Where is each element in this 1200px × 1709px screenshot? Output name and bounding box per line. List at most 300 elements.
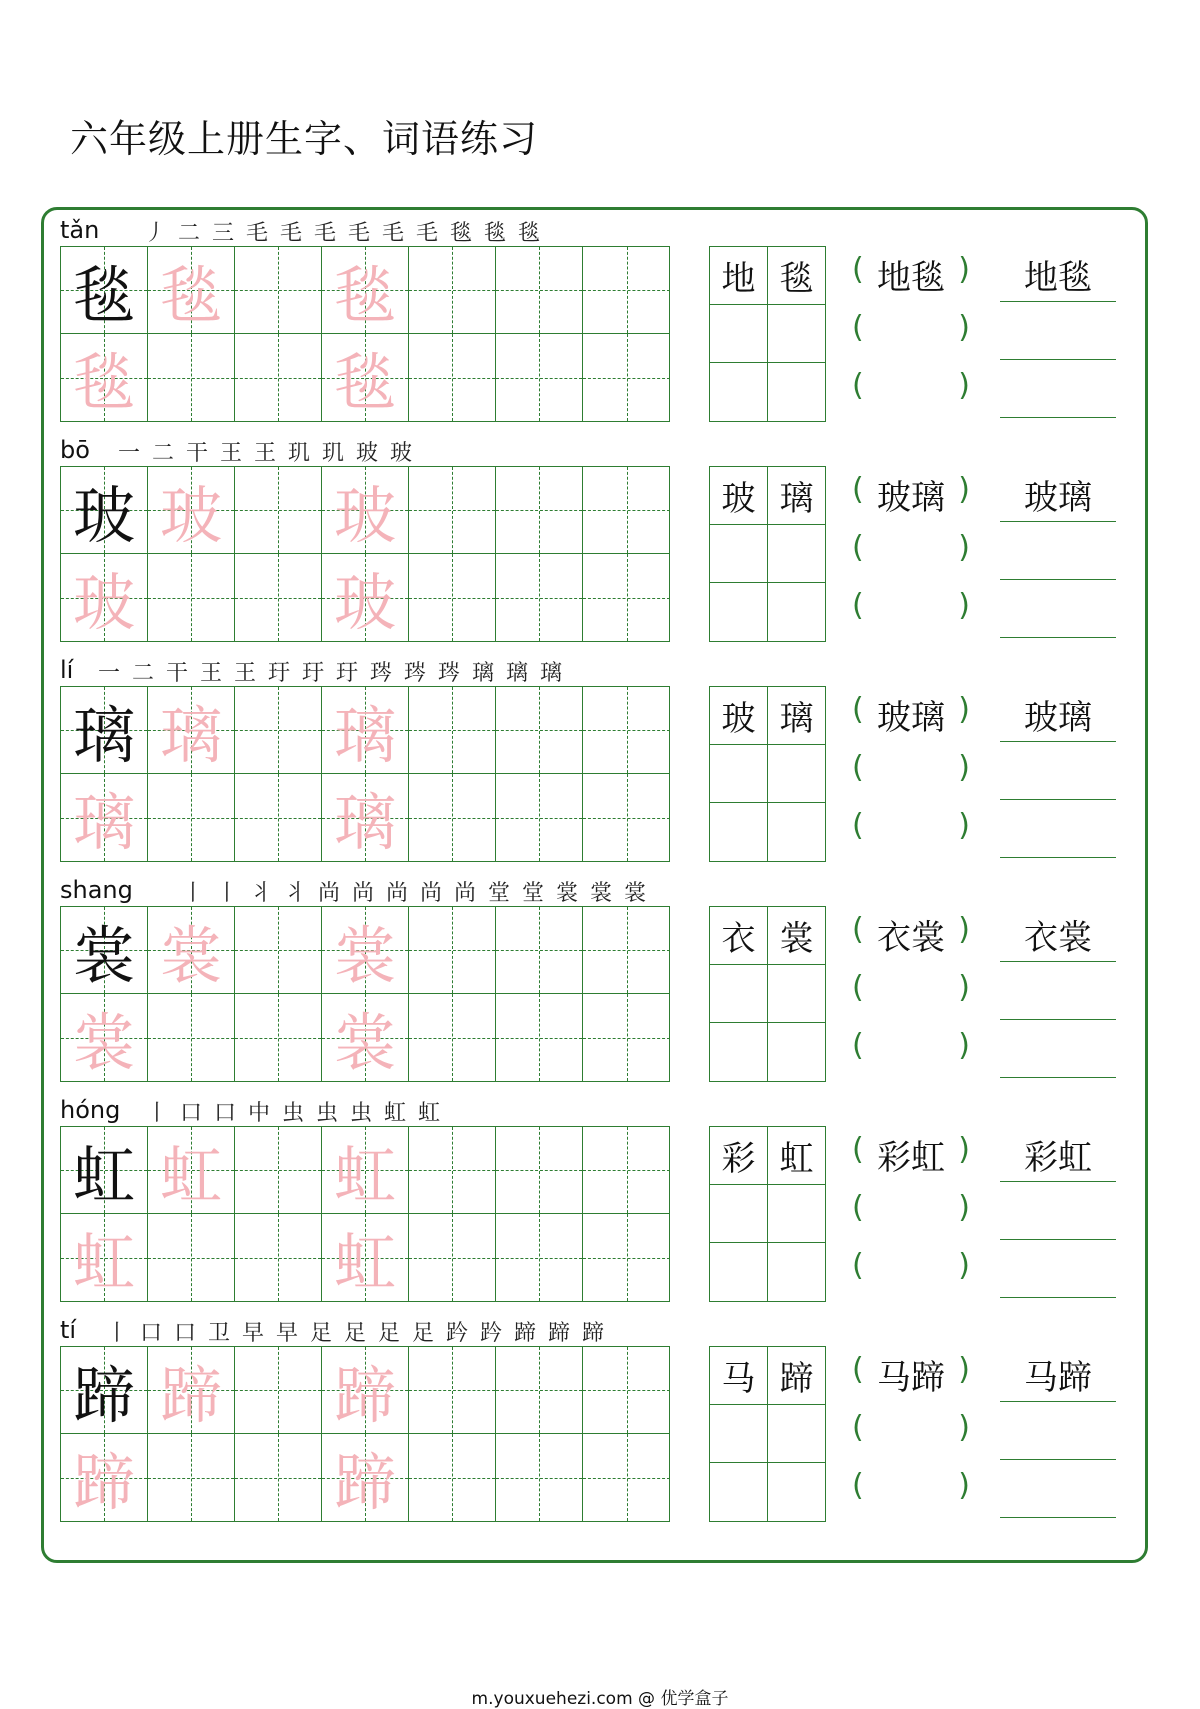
right-paren: ) xyxy=(958,808,970,843)
writing-cell[interactable] xyxy=(322,334,409,421)
left-paren: ( xyxy=(852,970,864,1005)
writing-cell[interactable] xyxy=(148,687,235,774)
guide-line-h xyxy=(148,1038,234,1039)
left-paren: ( xyxy=(852,472,864,507)
writing-cell[interactable] xyxy=(409,554,496,641)
writing-grid xyxy=(60,906,670,1082)
left-paren: ( xyxy=(852,1190,864,1225)
writing-cell[interactable] xyxy=(235,687,322,774)
writing-cell[interactable] xyxy=(496,687,583,774)
left-paren: ( xyxy=(852,1248,864,1283)
word-blank-cell[interactable] xyxy=(768,583,825,640)
stroke-step: 璃 xyxy=(505,661,528,686)
right-paren: ) xyxy=(958,692,970,727)
lined-answer[interactable] xyxy=(1000,246,1116,422)
writing-cell[interactable] xyxy=(496,774,583,861)
paren-answer[interactable] xyxy=(852,466,970,516)
word-blank-cell[interactable] xyxy=(768,803,825,860)
writing-cell[interactable] xyxy=(148,1127,235,1214)
stroke-step: 琌 xyxy=(369,661,392,686)
guide-line-h xyxy=(409,1478,495,1479)
writing-cell[interactable] xyxy=(61,994,148,1081)
left-paren: ( xyxy=(852,750,864,785)
pinyin-label: tí xyxy=(60,1316,77,1344)
word-blank-cell[interactable] xyxy=(768,305,825,362)
stroke-step: 玗 xyxy=(267,661,290,686)
writing-cell[interactable] xyxy=(496,1127,583,1214)
stroke-step: 虫 xyxy=(315,1101,338,1126)
writing-cell[interactable] xyxy=(61,907,148,994)
guide-line-h xyxy=(235,1478,321,1479)
guide-line-h xyxy=(496,290,582,291)
writing-cell[interactable] xyxy=(409,1127,496,1214)
word-blank-cell[interactable] xyxy=(768,1243,825,1300)
word-blank-cell[interactable] xyxy=(710,583,767,640)
writing-cell[interactable] xyxy=(61,1127,148,1214)
writing-cell[interactable] xyxy=(409,774,496,861)
page-title: 六年级上册生字、词语练习 xyxy=(70,117,539,161)
model-char: 毯 xyxy=(72,258,135,332)
answer-line xyxy=(1000,359,1116,360)
stroke-step: 玗 xyxy=(335,661,358,686)
trace-char: 裳 xyxy=(333,918,396,992)
guide-line-h xyxy=(496,1038,582,1039)
writing-cell[interactable] xyxy=(148,467,235,554)
stroke-step: 毛 xyxy=(245,221,268,246)
word-blank-cell[interactable] xyxy=(710,305,767,362)
writing-cell[interactable] xyxy=(322,467,409,554)
writing-cell[interactable] xyxy=(583,554,670,641)
writing-cell[interactable] xyxy=(61,1347,148,1434)
writing-cell[interactable] xyxy=(61,1214,148,1301)
lined-answer[interactable] xyxy=(1000,1126,1116,1302)
stroke-step: 丬 xyxy=(249,881,272,906)
right-paren: ) xyxy=(958,368,970,403)
word-blank-cell[interactable] xyxy=(768,1463,825,1520)
answer-line xyxy=(1000,1459,1116,1460)
stroke-step: 早 xyxy=(275,1321,298,1346)
guide-line-h xyxy=(583,1170,670,1171)
writing-cell[interactable] xyxy=(409,1214,496,1301)
writing-cell[interactable] xyxy=(235,554,322,641)
word-blank-cell[interactable] xyxy=(710,363,767,420)
stroke-step: 虫 xyxy=(349,1101,372,1126)
paren-answer[interactable] xyxy=(852,1126,970,1176)
writing-cell[interactable] xyxy=(61,554,148,641)
writing-cell[interactable] xyxy=(61,467,148,554)
word-char: 彩 xyxy=(721,1139,756,1179)
trace-char: 裳 xyxy=(72,1006,135,1079)
guide-line-h xyxy=(235,598,321,599)
writing-cell[interactable] xyxy=(583,1347,670,1434)
paren-answer[interactable] xyxy=(852,304,970,354)
left-paren: ( xyxy=(852,808,864,843)
word-blank-cell[interactable] xyxy=(710,1463,767,1520)
writing-cell[interactable] xyxy=(148,334,235,421)
writing-cell[interactable] xyxy=(583,1127,670,1214)
practice-section xyxy=(0,210,1200,430)
writing-grid xyxy=(60,466,670,642)
paren-answer[interactable] xyxy=(852,1022,970,1072)
word-box xyxy=(709,686,826,862)
guide-line-h xyxy=(148,378,234,379)
writing-cell[interactable] xyxy=(235,1347,322,1434)
practice-section xyxy=(0,650,1200,870)
writing-cell[interactable] xyxy=(235,1127,322,1214)
trace-char: 蹄 xyxy=(159,1358,222,1432)
word-char: 地 xyxy=(721,259,756,299)
stroke-step: 毛 xyxy=(415,221,438,246)
right-paren: ) xyxy=(958,970,970,1005)
answer-line xyxy=(1000,1401,1116,1402)
guide-line-h xyxy=(235,818,321,819)
right-paren: ) xyxy=(958,1190,970,1225)
lined-answer[interactable] xyxy=(1000,1346,1116,1522)
lined-word: 地毯 xyxy=(1024,258,1092,298)
stroke-step: 虫 xyxy=(281,1101,304,1126)
stroke-step: 玑 xyxy=(321,441,344,466)
writing-cell[interactable] xyxy=(235,774,322,861)
paren-word: 马蹄 xyxy=(877,1358,945,1398)
answer-line xyxy=(1000,1181,1116,1182)
trace-char: 毯 xyxy=(159,258,222,332)
writing-cell[interactable] xyxy=(61,687,148,774)
paren-answer[interactable] xyxy=(852,744,970,794)
answer-line xyxy=(1000,1517,1116,1518)
writing-cell[interactable] xyxy=(148,774,235,861)
stroke-step: 丨 xyxy=(215,881,238,906)
trace-char: 蹄 xyxy=(333,1358,396,1432)
right-paren: ) xyxy=(958,1028,970,1063)
guide-line-h xyxy=(235,1170,321,1171)
word-blank-cell[interactable] xyxy=(768,1185,825,1242)
writing-cell[interactable] xyxy=(322,1347,409,1434)
left-paren: ( xyxy=(852,692,864,727)
word-blank-cell[interactable] xyxy=(710,525,767,582)
stroke-step: 琌 xyxy=(437,661,460,686)
trace-char: 璃 xyxy=(72,786,135,859)
writing-cell[interactable] xyxy=(496,247,583,334)
writing-cell[interactable] xyxy=(148,554,235,641)
writing-cell[interactable] xyxy=(61,334,148,421)
writing-cell[interactable] xyxy=(583,907,670,994)
right-paren: ) xyxy=(958,750,970,785)
practice-section xyxy=(0,430,1200,650)
right-paren: ) xyxy=(958,1468,970,1503)
writing-cell[interactable] xyxy=(409,1347,496,1434)
word-blank-cell[interactable] xyxy=(710,1405,767,1462)
word-blank-cell[interactable] xyxy=(768,363,825,420)
word-char: 璃 xyxy=(779,479,814,519)
writing-cell[interactable] xyxy=(496,554,583,641)
guide-line-h xyxy=(409,1258,495,1259)
left-paren: ( xyxy=(852,1468,864,1503)
guide-line-h xyxy=(235,1038,321,1039)
stroke-step: 口 xyxy=(179,1101,202,1126)
right-paren: ) xyxy=(958,1410,970,1445)
right-paren: ) xyxy=(958,912,970,947)
answer-line xyxy=(1000,521,1116,522)
guide-line-h xyxy=(583,730,670,731)
paren-answer[interactable] xyxy=(852,1184,970,1234)
writing-cell[interactable] xyxy=(148,1434,235,1521)
model-char: 裳 xyxy=(72,918,135,992)
writing-cell[interactable] xyxy=(496,334,583,421)
right-paren: ) xyxy=(958,588,970,623)
stroke-step: 二 xyxy=(131,661,154,686)
stroke-step: 足 xyxy=(309,1321,332,1346)
writing-cell[interactable] xyxy=(583,334,670,421)
stroke-step: 王 xyxy=(253,441,276,466)
guide-line-h xyxy=(583,950,670,951)
guide-line-h xyxy=(235,290,321,291)
trace-char: 玻 xyxy=(333,478,396,552)
word-blank-cell[interactable] xyxy=(768,1405,825,1462)
writing-cell[interactable] xyxy=(235,247,322,334)
writing-cell[interactable] xyxy=(148,1214,235,1301)
word-char: 璃 xyxy=(779,699,814,739)
writing-cell[interactable] xyxy=(409,1434,496,1521)
writing-cell[interactable] xyxy=(496,907,583,994)
stroke-order xyxy=(176,876,652,906)
word-blank-cell[interactable] xyxy=(710,1023,767,1080)
guide-line-h xyxy=(583,1478,670,1479)
word-char: 衣 xyxy=(721,919,756,959)
guide-line-h xyxy=(148,1478,234,1479)
paren-answer[interactable] xyxy=(852,964,970,1014)
writing-cell[interactable] xyxy=(61,247,148,334)
word-blank-cell[interactable] xyxy=(768,745,825,802)
guide-line-h xyxy=(583,1390,670,1391)
pinyin-label: bō xyxy=(60,436,90,464)
paren-answer[interactable] xyxy=(852,1404,970,1454)
trace-char: 虹 xyxy=(333,1138,396,1212)
guide-line-h xyxy=(496,510,582,511)
writing-cell[interactable] xyxy=(322,1127,409,1214)
writing-cell[interactable] xyxy=(496,1347,583,1434)
writing-cell[interactable] xyxy=(583,247,670,334)
writing-cell[interactable] xyxy=(583,1214,670,1301)
left-paren: ( xyxy=(852,252,864,287)
guide-line-h xyxy=(583,1038,670,1039)
paren-answer[interactable] xyxy=(852,524,970,574)
guide-line-h xyxy=(496,598,582,599)
left-paren: ( xyxy=(852,1352,864,1387)
writing-cell[interactable] xyxy=(583,687,670,774)
writing-cell[interactable] xyxy=(583,1434,670,1521)
word-blank-cell[interactable] xyxy=(768,1023,825,1080)
lined-answer[interactable] xyxy=(1000,906,1116,1082)
pinyin-label: lí xyxy=(60,656,74,684)
writing-cell[interactable] xyxy=(322,994,409,1081)
writing-cell[interactable] xyxy=(409,994,496,1081)
answer-line xyxy=(1000,1239,1116,1240)
writing-cell[interactable] xyxy=(235,1434,322,1521)
writing-cell[interactable] xyxy=(61,774,148,861)
paren-answer[interactable] xyxy=(852,802,970,852)
writing-cell[interactable] xyxy=(322,687,409,774)
paren-answer[interactable] xyxy=(852,1462,970,1512)
trace-char: 璃 xyxy=(333,698,396,772)
right-paren: ) xyxy=(958,472,970,507)
writing-cell[interactable] xyxy=(235,994,322,1081)
stroke-step: 尚 xyxy=(351,881,374,906)
writing-cell[interactable] xyxy=(148,907,235,994)
word-blank-cell[interactable] xyxy=(710,1185,767,1242)
left-paren: ( xyxy=(852,368,864,403)
stroke-step: 卫 xyxy=(207,1321,230,1346)
writing-cell[interactable] xyxy=(409,467,496,554)
stroke-step: 尚 xyxy=(385,881,408,906)
stroke-step: 一 xyxy=(117,441,140,466)
word-char: 马 xyxy=(721,1359,756,1399)
writing-cell[interactable] xyxy=(409,247,496,334)
stroke-step: 裳 xyxy=(623,881,646,906)
stroke-step: 堂 xyxy=(487,881,510,906)
stroke-step: 口 xyxy=(213,1101,236,1126)
writing-cell[interactable] xyxy=(409,334,496,421)
writing-cell[interactable] xyxy=(496,1434,583,1521)
trace-char: 玻 xyxy=(72,566,135,639)
guide-line-h xyxy=(148,818,234,819)
stroke-step: 璃 xyxy=(539,661,562,686)
writing-cell[interactable] xyxy=(496,467,583,554)
word-char: 毯 xyxy=(779,259,814,299)
writing-cell[interactable] xyxy=(148,994,235,1081)
lined-answer[interactable] xyxy=(1000,686,1116,862)
guide-line-h xyxy=(496,1390,582,1391)
word-char: 裳 xyxy=(779,919,814,959)
guide-line-h xyxy=(583,290,670,291)
writing-cell[interactable] xyxy=(322,247,409,334)
writing-cell[interactable] xyxy=(496,1214,583,1301)
guide-line-h xyxy=(148,598,234,599)
writing-cell[interactable] xyxy=(322,774,409,861)
guide-line-h xyxy=(496,1478,582,1479)
guide-line-h xyxy=(496,1258,582,1259)
writing-cell[interactable] xyxy=(322,1214,409,1301)
word-blank-cell[interactable] xyxy=(768,965,825,1022)
writing-cell[interactable] xyxy=(409,907,496,994)
paren-answer[interactable] xyxy=(852,906,970,956)
writing-cell[interactable] xyxy=(235,334,322,421)
pinyin-label: tǎn xyxy=(60,216,100,244)
guide-line-h xyxy=(409,1170,495,1171)
guide-line-h xyxy=(409,598,495,599)
stroke-step: 毛 xyxy=(279,221,302,246)
writing-cell[interactable] xyxy=(235,1214,322,1301)
writing-cell[interactable] xyxy=(409,687,496,774)
writing-cell[interactable] xyxy=(583,994,670,1081)
lined-word: 衣裳 xyxy=(1024,918,1092,958)
answer-line xyxy=(1000,579,1116,580)
writing-cell[interactable] xyxy=(148,247,235,334)
stroke-step: 丬 xyxy=(283,881,306,906)
answer-line xyxy=(1000,741,1116,742)
paren-answer[interactable] xyxy=(852,686,970,736)
stroke-step: 毯 xyxy=(449,221,472,246)
word-char: 虹 xyxy=(779,1139,814,1179)
stroke-step: 蹄 xyxy=(547,1321,570,1346)
answer-line xyxy=(1000,637,1116,638)
footer-watermark: m.youxuehezi.com @ 优学盒子 xyxy=(471,1689,729,1709)
trace-char: 玻 xyxy=(159,478,222,552)
paren-answer[interactable] xyxy=(852,582,970,632)
lined-word: 玻璃 xyxy=(1024,478,1092,518)
stroke-order xyxy=(92,656,568,686)
guide-line-h xyxy=(409,1038,495,1039)
stroke-step: 三 xyxy=(211,221,234,246)
guide-line-h xyxy=(496,818,582,819)
stroke-step: 玗 xyxy=(301,661,324,686)
guide-line-h xyxy=(496,950,582,951)
paren-answer[interactable] xyxy=(852,362,970,412)
practice-section xyxy=(0,1310,1200,1530)
trace-char: 玻 xyxy=(333,566,396,639)
stroke-order xyxy=(100,1316,610,1346)
stroke-step: 丿 xyxy=(143,221,166,246)
stroke-step: 虹 xyxy=(383,1101,406,1126)
model-char: 玻 xyxy=(72,478,135,552)
stroke-step: 足 xyxy=(411,1321,434,1346)
word-blank-cell[interactable] xyxy=(710,803,767,860)
stroke-step: 尚 xyxy=(453,881,476,906)
right-paren: ) xyxy=(958,1352,970,1387)
writing-cell[interactable] xyxy=(61,1434,148,1521)
trace-char: 毯 xyxy=(333,258,396,332)
writing-cell[interactable] xyxy=(583,467,670,554)
trace-char: 裳 xyxy=(159,918,222,992)
paren-word: 玻璃 xyxy=(877,698,945,738)
writing-cell[interactable] xyxy=(235,467,322,554)
word-blank-cell[interactable] xyxy=(710,965,767,1022)
answer-line xyxy=(1000,1297,1116,1298)
writing-cell[interactable] xyxy=(322,554,409,641)
stroke-step: 毛 xyxy=(313,221,336,246)
paren-answer[interactable] xyxy=(852,246,970,296)
guide-line-h xyxy=(496,378,582,379)
writing-grid xyxy=(60,246,670,422)
left-paren: ( xyxy=(852,530,864,565)
stroke-step: 丨 xyxy=(105,1321,128,1346)
guide-line-h xyxy=(496,1170,582,1171)
guide-line-h xyxy=(235,1390,321,1391)
writing-cell[interactable] xyxy=(322,1434,409,1521)
lined-answer[interactable] xyxy=(1000,466,1116,642)
word-blank-cell[interactable] xyxy=(710,745,767,802)
word-blank-cell[interactable] xyxy=(710,1243,767,1300)
writing-cell[interactable] xyxy=(496,994,583,1081)
guide-line-h xyxy=(583,378,670,379)
stroke-step: 一 xyxy=(97,661,120,686)
stroke-step: 裳 xyxy=(589,881,612,906)
stroke-step: 二 xyxy=(151,441,174,466)
writing-cell[interactable] xyxy=(583,774,670,861)
word-box xyxy=(709,1346,826,1522)
paren-answer[interactable] xyxy=(852,1346,970,1396)
writing-cell[interactable] xyxy=(148,1347,235,1434)
writing-cell[interactable] xyxy=(322,907,409,994)
writing-cell[interactable] xyxy=(235,907,322,994)
word-blank-cell[interactable] xyxy=(768,525,825,582)
answer-line xyxy=(1000,1077,1116,1078)
answer-line xyxy=(1000,301,1116,302)
lined-word: 马蹄 xyxy=(1024,1358,1092,1398)
paren-answer[interactable] xyxy=(852,1242,970,1292)
guide-line-h xyxy=(235,510,321,511)
word-box xyxy=(709,246,826,422)
stroke-step: 干 xyxy=(165,661,188,686)
